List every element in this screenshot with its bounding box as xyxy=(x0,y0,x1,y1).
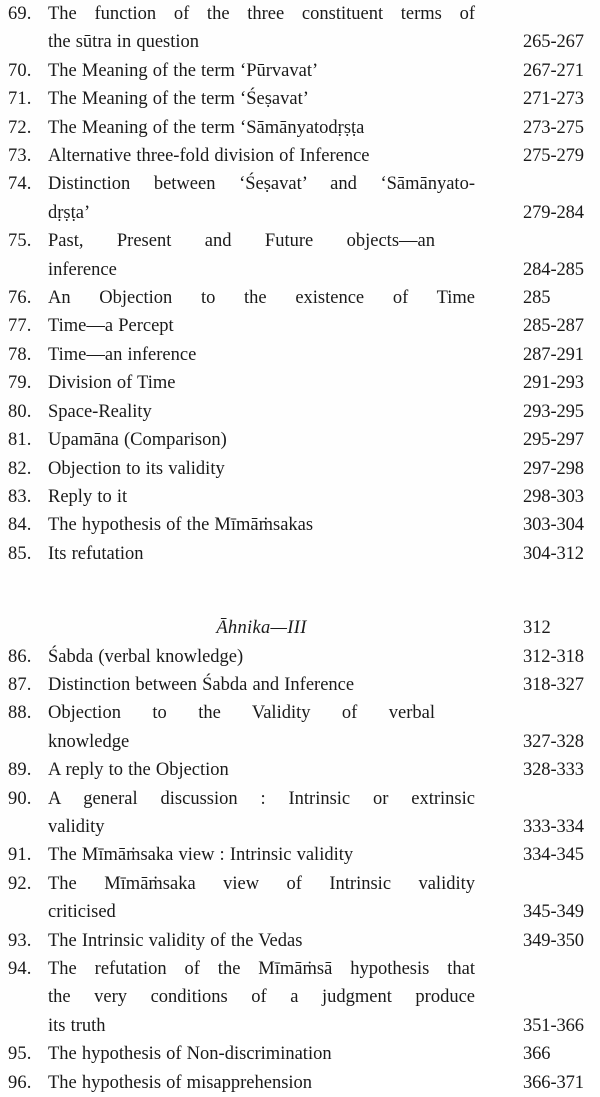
toc-entry-number: 83. xyxy=(8,486,32,507)
toc-entry-title xyxy=(48,284,475,312)
toc-entry[interactable] xyxy=(0,841,600,869)
toc-entry-number: 81. xyxy=(8,430,32,451)
toc-entry-title-line: The function of the three constituent terms of xyxy=(48,4,475,24)
toc-entry[interactable] xyxy=(0,540,600,568)
toc-entry-title xyxy=(48,699,475,756)
toc-entry-page-range: 312-318 xyxy=(523,646,584,667)
toc-entry-title-line: Distinction between ‘Śeṣavat’ and ‘Sāmānyato- xyxy=(48,174,475,195)
toc-entry-title xyxy=(48,341,475,369)
toc-entry-title-line: Objection to its validity xyxy=(48,458,225,479)
toc-entry-page-range: 304-312 xyxy=(523,543,584,564)
toc-entry-title-line: The Meaning of the term ‘Sāmānyatodṛṣṭa xyxy=(48,117,365,138)
toc-entry-number: 76. xyxy=(8,288,32,309)
toc-entry-page-range: 318-327 xyxy=(523,674,584,695)
toc-entry-title xyxy=(48,426,475,454)
toc-entry-number: 86. xyxy=(8,646,32,667)
toc-entry-number: 92. xyxy=(8,873,32,894)
toc-entry-title-line: knowledge xyxy=(48,731,130,752)
toc-entry-title-line: The Meaning of the term ‘Śeṣavat’ xyxy=(48,89,309,110)
toc-entry-title-line: Reply to it xyxy=(48,486,128,507)
toc-entry[interactable] xyxy=(0,369,600,397)
toc-entry[interactable] xyxy=(0,643,600,671)
toc-entry-page-range: 271-273 xyxy=(523,89,584,110)
toc-entry-title xyxy=(48,483,475,511)
toc-entry-title-line: Division of Time xyxy=(48,373,176,394)
toc-entry[interactable] xyxy=(0,671,600,699)
toc-entry-number: 87. xyxy=(8,674,32,695)
toc-entry[interactable] xyxy=(0,0,600,57)
toc-entry-page-range: 333-334 xyxy=(523,816,584,837)
toc-entry-title xyxy=(48,369,475,397)
toc-entry-title xyxy=(48,870,475,927)
toc-entry-title-line: Distinction between Śabda and Inference xyxy=(48,674,355,695)
toc-entry-page-range: 303-304 xyxy=(523,515,584,536)
toc-entry-title-line: Time—an inference xyxy=(48,344,197,365)
toc-entry-title-line: criticised xyxy=(48,902,116,923)
toc-entry-title xyxy=(48,455,475,483)
toc-entry-number: 70. xyxy=(8,60,32,81)
toc-entry[interactable] xyxy=(0,426,600,454)
toc-entry[interactable] xyxy=(0,785,600,842)
toc-entry-title-line: A reply to the Objection xyxy=(48,760,229,781)
toc-entry-title-line: Upamāna (Comparison) xyxy=(48,430,227,451)
toc-entry-number: 72. xyxy=(8,117,32,138)
toc-entry[interactable] xyxy=(0,114,600,142)
toc-entry-page-range: 351-366 xyxy=(523,1015,584,1036)
toc-entry[interactable] xyxy=(0,1040,600,1068)
toc-entry-number: 96. xyxy=(8,1072,32,1093)
toc-entry-title xyxy=(48,398,475,426)
toc-entry-title xyxy=(48,927,475,955)
toc-entry[interactable] xyxy=(0,312,600,340)
toc-entry[interactable] xyxy=(0,341,600,369)
toc-entry-title xyxy=(48,312,475,340)
toc-entry-title xyxy=(48,671,475,699)
section-heading-ahnika-iii xyxy=(0,614,600,642)
toc-entry-number: 74. xyxy=(8,174,32,195)
toc-entry-number: 91. xyxy=(8,845,32,866)
toc-entry[interactable] xyxy=(0,227,600,284)
toc-entry-title xyxy=(48,114,475,142)
toc-entry-title-line: The Mīmāṁsaka view : Intrinsic validity xyxy=(48,845,354,866)
toc-entry-title-line: The Meaning of the term ‘Pūrvavat’ xyxy=(48,60,319,81)
toc-entry-number: 89. xyxy=(8,760,32,781)
toc-entry-page-range: 327-328 xyxy=(523,731,584,752)
toc-entry-title xyxy=(48,785,475,842)
toc-entry-page-range: 285-287 xyxy=(523,316,584,337)
toc-entry[interactable] xyxy=(0,870,600,927)
toc-entry-number: 80. xyxy=(8,401,32,422)
toc-entry-number: 73. xyxy=(8,146,32,167)
toc-entry-title-line: Past, Present and Future objects—an xyxy=(48,231,435,252)
toc-entry-number: 84. xyxy=(8,515,32,536)
toc-entry[interactable] xyxy=(0,511,600,539)
toc-entry-page-range: 328-333 xyxy=(523,760,584,781)
toc-entry-title xyxy=(48,643,475,671)
toc-entry-title xyxy=(48,227,475,284)
toc-entry-page-range: 279-284 xyxy=(523,202,584,223)
toc-entry-page-range: 293-295 xyxy=(523,401,584,422)
toc-entry-title xyxy=(48,841,475,869)
toc-entry-title-line: Space-Reality xyxy=(48,401,152,422)
section-spacer xyxy=(0,568,600,614)
toc-entry-title xyxy=(48,57,475,85)
toc-entry-title-line: The hypothesis of misapprehension xyxy=(48,1072,313,1093)
toc-entry-number: 93. xyxy=(8,930,32,951)
toc-entry-title-line: the sūtra in question xyxy=(48,32,200,53)
toc-entry-title-line: the very conditions of a judgment produce xyxy=(48,987,475,1008)
toc-entry[interactable] xyxy=(0,1069,600,1097)
toc-entry-page-range: 366-371 xyxy=(523,1072,584,1093)
toc-entry-title-line: Its refutation xyxy=(48,543,144,564)
toc-group-ahnika-three xyxy=(0,643,600,1097)
toc-entry-title-line: Time—a Percept xyxy=(48,316,174,337)
toc-entry-page-range: 295-297 xyxy=(523,430,584,451)
toc-entry[interactable] xyxy=(0,756,600,784)
toc-entry-number: 77. xyxy=(8,316,32,337)
toc-entry-title xyxy=(48,170,475,227)
toc-entry-title-line: validity xyxy=(48,816,105,837)
toc-entry-number: 88. xyxy=(8,703,32,724)
toc-entry-page-range: 349-350 xyxy=(523,930,584,951)
toc-entry[interactable] xyxy=(0,699,600,756)
toc-entry[interactable] xyxy=(0,398,600,426)
toc-entry-page-range: 345-349 xyxy=(523,902,584,923)
toc-entry-page-range: 267-271 xyxy=(523,60,584,81)
toc-entry-title-line: The hypothesis of the Mīmāṁsakas xyxy=(48,515,314,536)
toc-entry[interactable] xyxy=(0,284,600,312)
toc-entry-title-line: A general discussion : Intrinsic or extrinsic xyxy=(48,788,475,809)
toc-entry-page-range: 284-285 xyxy=(523,259,584,280)
toc-entry[interactable] xyxy=(0,927,600,955)
toc-entry-title xyxy=(48,0,475,57)
toc-entry-number: 71. xyxy=(8,89,32,110)
toc-entry-number: 78. xyxy=(8,344,32,365)
toc-entry[interactable] xyxy=(0,455,600,483)
toc-entry-title-line: The Intrinsic validity of the Vedas xyxy=(48,930,303,951)
toc-entry-page-range: 273-275 xyxy=(523,117,584,138)
toc-entry-page-range: 297-298 xyxy=(523,458,584,479)
toc-entry-number: 79. xyxy=(8,373,32,394)
toc-entry[interactable] xyxy=(0,142,600,170)
toc-entry[interactable] xyxy=(0,955,600,1040)
section-heading-page-number: 312 xyxy=(523,618,551,639)
toc-entry-page-range: 275-279 xyxy=(523,146,584,167)
toc-entry-page-range: 265-267 xyxy=(523,32,584,53)
toc-entry[interactable] xyxy=(0,85,600,113)
toc-entry-number: 85. xyxy=(8,543,32,564)
toc-entry-number: 82. xyxy=(8,458,32,479)
toc-entry-page-range: 291-293 xyxy=(523,373,584,394)
toc-entry-title xyxy=(48,142,475,170)
toc-entry-page-range: 366 xyxy=(523,1044,551,1065)
toc-entry[interactable] xyxy=(0,170,600,227)
section-heading-label: Āhnika—III xyxy=(216,618,307,639)
toc-entry-title-line: dṛṣṭa’ xyxy=(48,202,91,223)
toc-entry[interactable] xyxy=(0,57,600,85)
toc-entry-title-line: inference xyxy=(48,259,117,280)
toc-entry-title xyxy=(48,955,475,1040)
toc-entry-title xyxy=(48,85,475,113)
toc-entry-title xyxy=(48,1069,475,1097)
toc-entry-page-range: 285 xyxy=(523,288,551,309)
toc-entry-title-line: The refutation of the Mīmāṁsā hypothesis that xyxy=(48,959,475,979)
toc-entry-title-line: The hypothesis of Non-discrimination xyxy=(48,1044,332,1065)
toc-entry-title-line: Alternative three-fold division of Inference xyxy=(48,146,370,167)
toc-entry-title-line: An Objection to the existence of Time xyxy=(48,288,475,309)
toc-entry-title xyxy=(48,540,475,568)
toc-entry-title xyxy=(48,756,475,784)
toc-entry-title-line: Objection to the Validity of verbal xyxy=(48,703,435,724)
toc-entry-title-line: Śabda (verbal knowledge) xyxy=(48,646,244,667)
toc-entry-number: 90. xyxy=(8,788,32,809)
toc-entry-page-range: 298-303 xyxy=(523,486,584,507)
toc-entry-title xyxy=(48,511,475,539)
toc-entry-number: 95. xyxy=(8,1044,32,1065)
toc-entry-number: 75. xyxy=(8,231,32,252)
toc-entry-number: 69. xyxy=(8,4,32,24)
toc-entry[interactable] xyxy=(0,483,600,511)
toc-entry-title xyxy=(48,1040,475,1068)
toc-entry-number: 94. xyxy=(8,959,32,979)
toc-entry-page-range: 287-291 xyxy=(523,344,584,365)
toc-entry-title-line: The Mīmāṁsaka view of Intrinsic validity xyxy=(48,873,475,894)
toc-entry-title-line: its truth xyxy=(48,1015,106,1036)
toc-entry-page-range: 334-345 xyxy=(523,845,584,866)
